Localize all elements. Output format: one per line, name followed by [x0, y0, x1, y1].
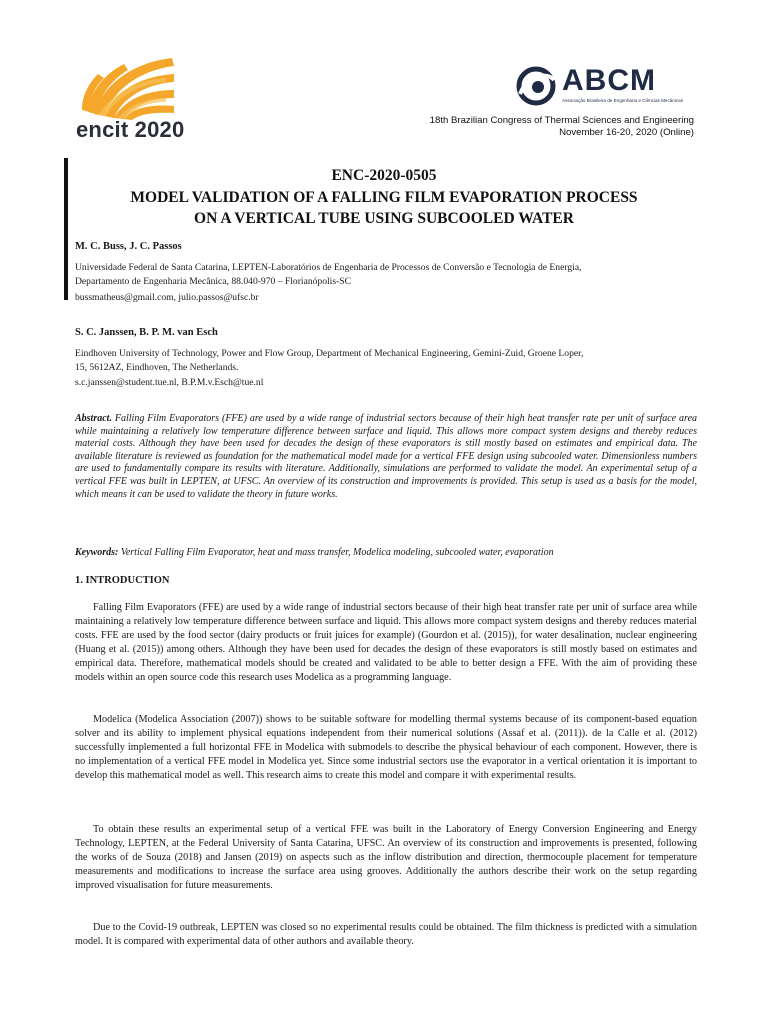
intro-paragraph-3: To obtain these results an experimental setup of a vertical FFE was built in the Laboratory of Energy Conversion Engineering and Energy Technology, LEPTEN, at the Federal University of Santa Catarina, UFSC. An overview of its construction and improvements is presented, following the works of de Souza (2018) and Jansen (2019) on aspects such as the inflow distribution and direction, thermocouple placement for temperature measurements and modifications to increase the surface area using grooves. Additionally the authors describe their work on the setup regarding improved visualisation for future measurements.: [75, 824, 697, 891]
intro-paragraph-4: Due to the Covid-19 outbreak, LEPTEN was closed so no experimental results could be obtained. The film thickness is predicted with a simulation model. It is compared with experimental data of other authors and available theory.: [75, 922, 697, 947]
author-emails-1: bussmatheus@gmail.com, julio.passos@ufsc.br: [75, 292, 259, 303]
author-names-1: M. C. Buss, J. C. Passos: [75, 241, 182, 252]
abcm-logo-subtitle: Associação Brasileira de Engenharia e Ciências Mecânicas: [562, 98, 684, 103]
abstract-label: Abstract.: [75, 413, 112, 424]
intro-paragraph-2: Modelica (Modelica Association (2007)) shows to be suitable software for modelling thermal systems because of its component-based equation solver and its ability to implement physical equations independent from their numerical solutions (Assaf et al. (2011)). de la Calle et al. (2012) successfully implemented a full horizontal FFE in Modelica with submodels to describe the physical behaviour of each component. However, there is no implementation of a vertical FFE model in Modelica yet. Since some industrial sectors use the evaporator in a vertical orientation it is important to develop this mathematical model as well. This research aims to create this model and compare it with experimental results.: [75, 714, 697, 781]
abstract: [75, 413, 697, 501]
affiliation-2-line-2: 15, 5612AZ, Eindhoven, The Netherlands.: [75, 362, 239, 373]
section-heading-introduction: 1. INTRODUCTION: [75, 575, 170, 586]
congress-info: [430, 115, 694, 139]
paper-title-line-1: MODEL VALIDATION OF A FALLING FILM EVAPORATION PROCESS: [130, 189, 638, 206]
keywords-text: Vertical Falling Film Evaporator, heat and mass transfer, Modelica modeling, subcooled water, evaporation: [120, 547, 554, 558]
keywords-label: Keywords:: [75, 547, 119, 558]
paper-id: ENC-2020-0505: [331, 167, 437, 184]
encit-logo-text: encit 2020: [76, 117, 185, 142]
congress-name: 18th Brazilian Congress of Thermal Sciences and Engineering: [429, 115, 694, 126]
congress-dates: November 16-20, 2020 (Online): [559, 127, 694, 138]
intro-paragraph-1: Falling Film Evaporators (FFE) are used by a wide range of industrial sectors because of their high heat transfer rate per unit of surface area while maintaining a relatively low temperature difference between surface and liquid. This allows more compact system designs and thereby reduces material costs. FFE are used by the food sector (dairy products or fruit juices for example) (Gourdon et al. (2015)), for water desalination, nuclear engineering (Huang et al. (2015)) among others. Although they have been used for decades the design of these evaporators is still mostly based on estimates and empirical data. Therefore, mathematical models should be created and validated to be able to better design a FFE. With the aim of providing these models within an open source code this research uses Modelica as a programming language.: [75, 602, 697, 683]
abcm-logo-text: ABCM: [562, 64, 656, 97]
affiliation-1-line-1: Universidade Federal de Santa Catarina, LEPTEN-Laboratórios de Engenharia de Processos de Conversão e Tecnologia de Energia,: [75, 262, 582, 273]
affiliation-1-line-2: Departamento de Engenharia Mecânica, 88.040-970 – Florianópolis-SC: [75, 276, 352, 287]
author-names-2: S. C. Janssen, B. P. M. van Esch: [75, 327, 218, 338]
abstract-text: Falling Film Evaporators (FFE) are used by a wide range of industrial sectors because of their high heat transfer rate per unit of surface area while maintaining a relatively low temperature difference between surface and liquid. This allows more compact system designs and thereby reduces material costs. Although they have been used for decades the design of these evaporators is still mostly based on estimates and empirical data. The available literature is reviewed as foundation for the mathematical model made for a vertical FFE design using subcooled water. Dimensionless numbers are used to fundamentally compare its results with literature. Additionally, simulations are performed to validate the model. An experimental setup of a vertical FFE was built in LEPTEN, at UFSC. An overview of its construction and improvements is provided. This setup is used as a basis for the model, which means it can be used to validate the theory in future works.: [75, 413, 698, 500]
affiliation-2-line-1: Eindhoven University of Technology, Power and Flow Group, Department of Mechanical Engineering, Gemini-Zuid, Groene Loper,: [75, 348, 584, 359]
affiliation-1: [75, 261, 695, 289]
paper-title-line-2: ON A VERTICAL TUBE USING SUBCOOLED WATER: [194, 210, 574, 227]
keywords: [75, 547, 697, 558]
affiliation-2: [75, 347, 695, 375]
author-emails-2: s.c.janssen@student.tue.nl, B.P.M.v.Esch@tue.nl: [75, 377, 264, 388]
